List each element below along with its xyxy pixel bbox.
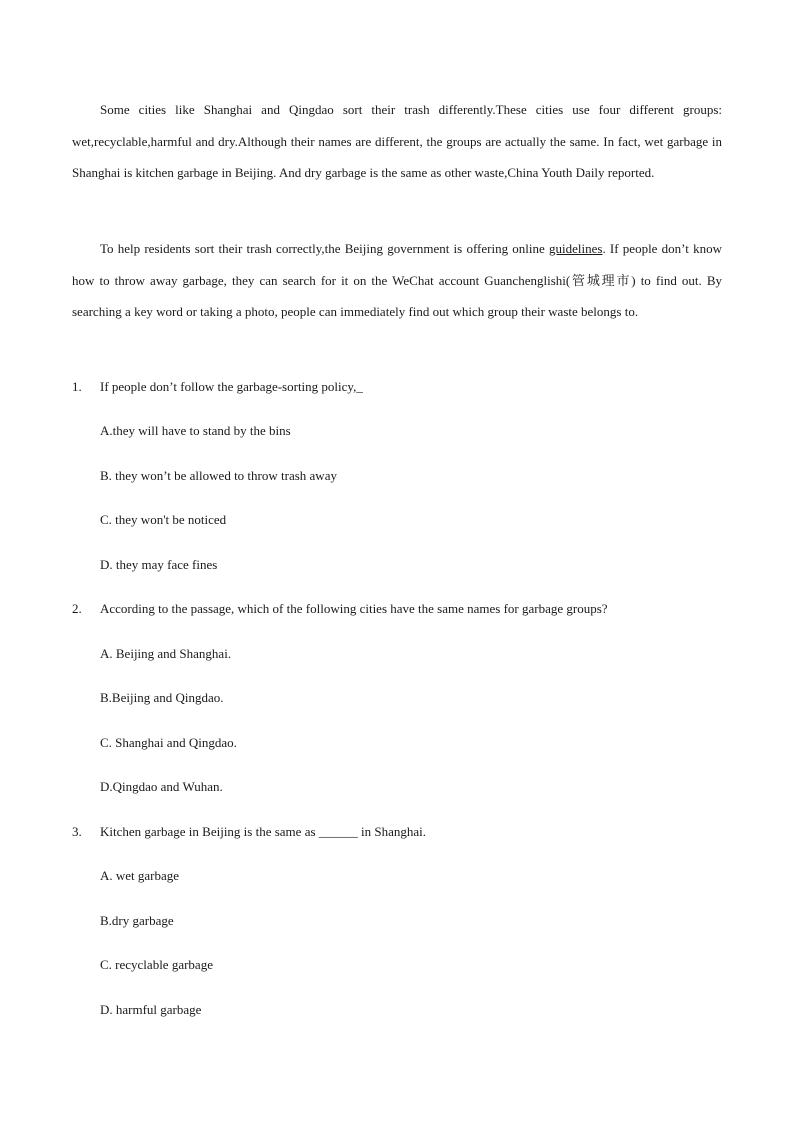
question-1 (72, 378, 722, 396)
question-3-option-c: C. recyclable garbage (100, 957, 213, 972)
question-2-option-b: B.Beijing and Qingdao. (100, 690, 224, 705)
question-1-option-d: D. they may face fines (100, 557, 218, 572)
question-2-option-d: D.Qingdao and Wuhan. (100, 779, 223, 794)
question-2-number: 2. (72, 601, 82, 616)
question-3-text: Kitchen garbage in Beijing is the same as ______ in Shanghai. (100, 824, 427, 839)
question-1-text: If people don’t follow the garbage-sorting policy,_ (100, 379, 363, 394)
question-2-text: According to the passage, which of the following cities have the same names for garbage groups? (100, 601, 608, 616)
question-1-option-a: A.they will have to stand by the bins (100, 423, 291, 438)
question-2-option-a: A. Beijing and Shanghai. (100, 646, 232, 661)
passage-paragraph-1: Some cities like Shanghai and Qingdao sort their trash differently.These cities use four different groups: wet,recyclable,harmful and dry.Although their names are different, the groups are actually the same. In fact, wet garbage in Shanghai is kitchen garbage in Beijing. And dry garbage is the same as other waste,China Youth Daily reported. (72, 102, 722, 180)
paragraph-2-text-end: . If people don’t know how to throw away garbage, they can search for it on the WeChat account Guanchenglishi(管城理市) to find out. By searching a key word or taking a photo, people can immediately find out which group their waste belongs to. (72, 241, 722, 319)
question-1-number: 1. (72, 379, 82, 394)
paragraph-2-text-start: To help residents sort their trash correctly,the Beijing government is offering online (100, 241, 550, 256)
question-2 (72, 600, 722, 618)
question-3-option-d: D. harmful garbage (100, 1002, 202, 1017)
question-1-option-b: B. they won’t be allowed to throw trash away (100, 468, 337, 483)
question-3-option-b: B.dry garbage (100, 913, 174, 928)
question-3-option-a: A. wet garbage (100, 868, 180, 883)
question-3 (72, 823, 722, 841)
question-2-option-c: C. Shanghai and Qingdao. (100, 735, 237, 750)
guidelines-underlined-word: guidelines (549, 241, 603, 256)
question-3-number: 3. (72, 824, 82, 839)
question-1-option-c: C. they won't be noticed (100, 512, 227, 527)
passage-paragraph-2 (72, 233, 722, 328)
